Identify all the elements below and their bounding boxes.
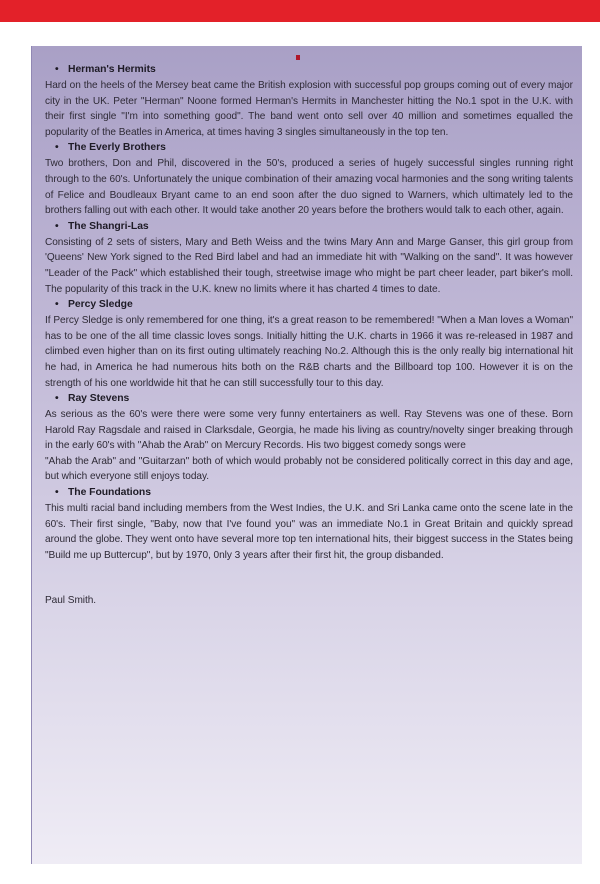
section-heading-ray-stevens: • Ray Stevens bbox=[55, 391, 573, 407]
bullet-icon: • bbox=[55, 220, 59, 232]
bullet-icon: • bbox=[55, 64, 59, 75]
author-signature: Paul Smith. bbox=[45, 595, 97, 607]
bullet-icon: • bbox=[55, 393, 59, 405]
section-heading-shangri-las: • The Shangri-Las bbox=[55, 219, 573, 235]
section-heading-hermans-hermits: • Herman's Hermits bbox=[55, 62, 573, 78]
bullet-icon: • bbox=[55, 142, 59, 154]
section-text-ray-stevens: As serious as the 60's were there were some very funny entertainers as well. Ray Stevens was one of these. Born Harold Ray Ragsdale and raised in Clarksdale, Georgia, he made his living as country/novelty singer breaking through in the early 60's with "Ahab the Arab" on Mercury Records. His two biggest comedy songs were bbox=[45, 409, 573, 452]
section-text-everly-brothers: Two brothers, Don and Phil, discovered in the 50's, produced a series of hugely successful singles running right through to the 60's. Unfortunately the unique combination of their amazing vocal harmonies and the song writing talents of Felice and Boudleaux Bryant came to an end soon after the duo signed to Warners, which ultimately led to the brothers falling out with each other. It would take another 20 years before the brothers would talk to each other, again. bbox=[45, 158, 573, 217]
bullet-icon: • bbox=[55, 487, 59, 499]
liner-notes bbox=[45, 62, 573, 609]
section-text-percy-sledge: If Percy Sledge is only remembered for one thing, it's a great reason to be remembered! "When a Man loves a Woman" has to be one of the all time classic loves songs. Initially hitting the U.K. charts in 1966 it was re-released in 1987 and climbed even higher than on its first outing ultimately reaching No.2. Although this is the only really big international hit he had, in America he had numerous hits both on the R&B charts and the Billboard top 100. However it is on the strength of his one worldwide hit that he can still successfully tour to this day. bbox=[45, 315, 573, 389]
section-text-shangri-las: Consisting of 2 sets of sisters, Mary and Beth Weiss and the twins Mary Ann and Marge Ganser, this girl group from 'Queens' New York signed to the Red Bird label and had an immediate hit with "Walking on the sand". It was however "Leader of the Pack" which established their tough, streetwise image who might be part cheer leader, part biker's moll. The popularity of this track in the U.K. knew no limits where it has charted 4 times to date. bbox=[45, 236, 573, 295]
bullet-icon: • bbox=[55, 299, 59, 311]
red-marker bbox=[296, 55, 300, 60]
section-heading-percy-sledge: • Percy Sledge bbox=[55, 297, 573, 313]
top-red-band bbox=[0, 0, 600, 22]
section-heading-everly-brothers: • The Everly Brothers bbox=[55, 140, 573, 156]
section-text-foundations: This multi racial band including members from the West Indies, the U.K. and Sri Lanka came onto the scene late in the 60's. Their first single, "Baby, now that I've found you" was an immediate No.1 in Great Britain and quickly spread around the globe. They went onto have several more top ten international hits, their biggest success in the States being "Build me up Buttercup", but by 1970, 0nly 3 years after their first hit, the group disbanded. bbox=[45, 503, 573, 561]
section-heading-foundations: • The Foundations bbox=[55, 485, 573, 501]
section-text-ray-stevens-cont: "Ahab the Arab" and "Guitarzan" both of which would probably not be considered politically correct in this day and age, but which everyone still enjoys today. bbox=[45, 455, 573, 483]
section-text-hermans-hermits: Hard on the heels of the Mersey beat came the British explosion with successful pop groups coming out of every major city in the UK. Peter "Herman" Noone formed Herman's Hermits in Manchester hitting the No.1 spot in the U.K. with their first single "I'm into something good". The band went onto sell over 40 million and sometimes equalled the popularity of the Beatles in America, at times having 3 singles simultaneously in the top ten. bbox=[45, 80, 573, 138]
